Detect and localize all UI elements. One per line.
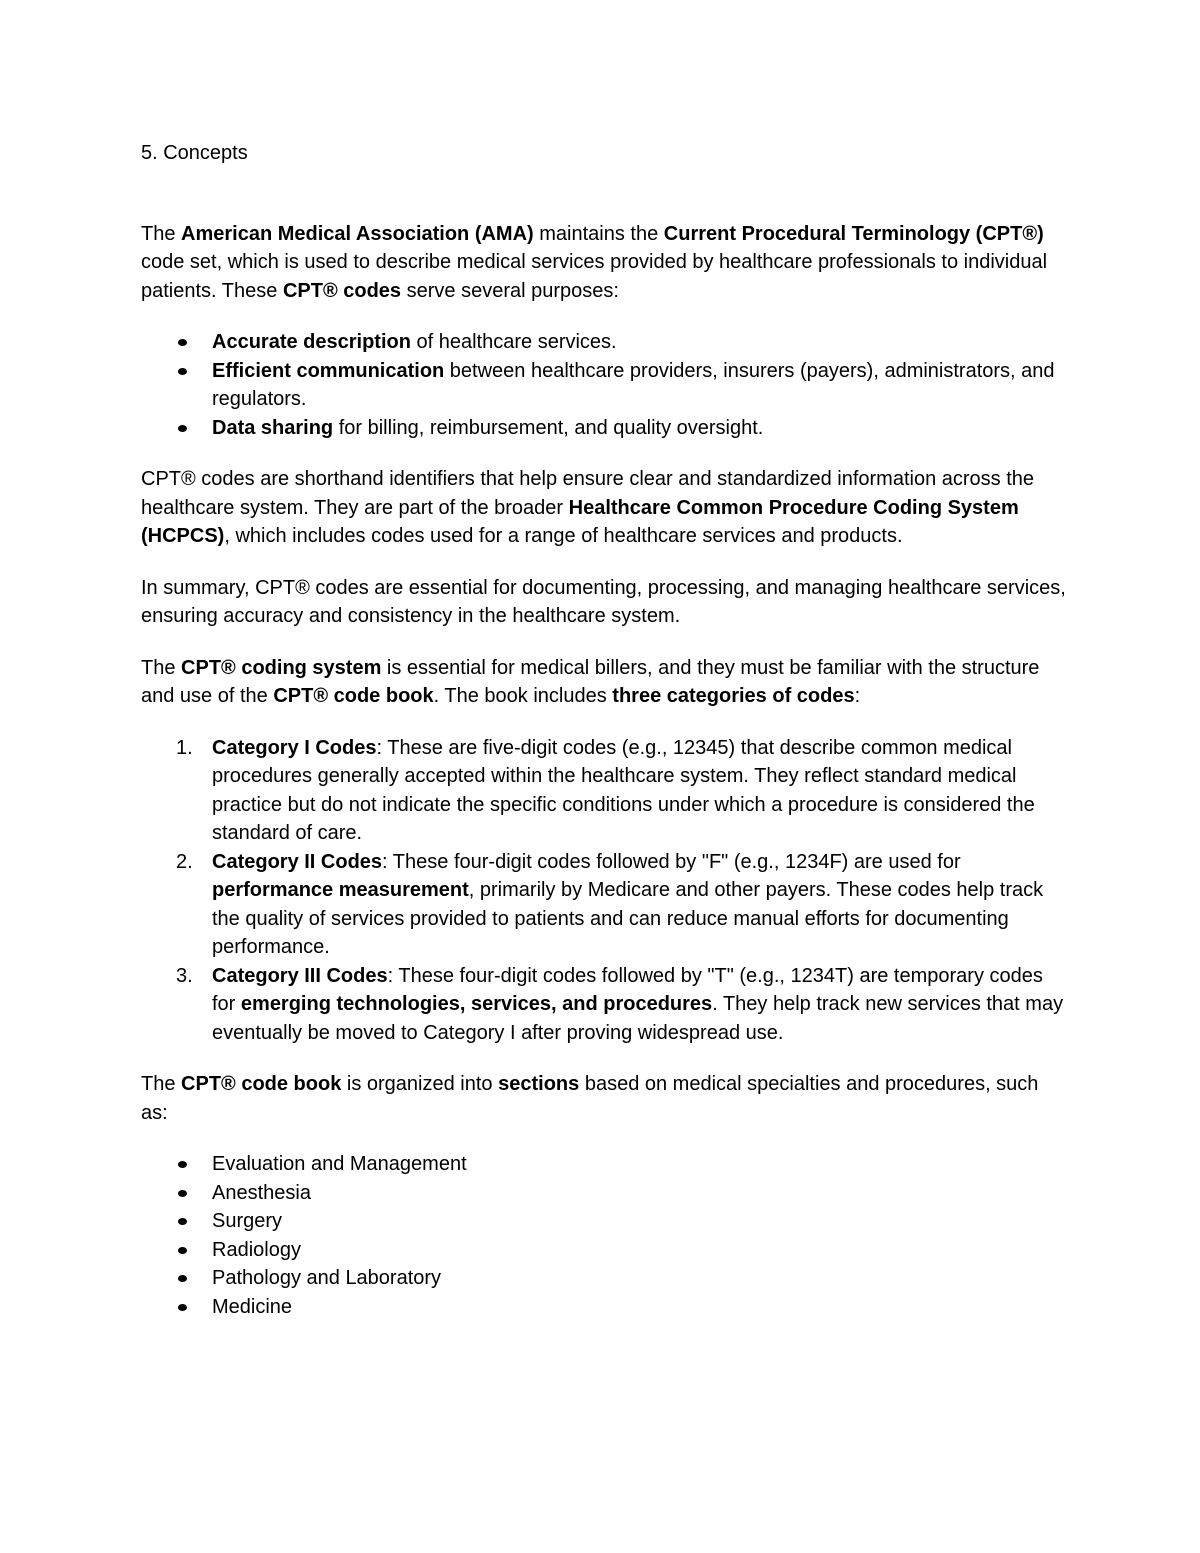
bold-term: Data sharing [212,416,334,439]
text-run: , primarily by Medicare and other payers. These codes help track the quality of services provided to patients and can reduce manual efforts for documenting performance. [212,879,1044,958]
text-run: CPT® codes are shorthand identifiers that help ensure clear and standardized information across the healthcare system. They are part of the broader [141,468,1035,519]
bold-term: American Medical Association (AMA) [181,222,534,245]
bold-term: Category II Codes [212,850,383,873]
text-run: between healthcare providers, insurers (payers), administrators, and regulators. [212,359,1055,410]
list-item: Radiology [141,1236,1066,1265]
sections-paragraph [141,1070,1066,1127]
list-item: Evaluation and Management [141,1150,1066,1179]
bold-term: sections [498,1073,580,1095]
bold-term: performance measurement [212,879,469,901]
list-item [141,848,1066,962]
bold-term: Current Procedural Terminology (CPT®) [663,222,1044,245]
text-run: The [141,656,182,679]
text-run: The [141,222,182,245]
bold-term: emerging technologies, services, and procedures [240,993,713,1015]
list-item: Pathology and Laboratory [141,1264,1066,1293]
bold-term: Category I Codes [212,736,377,759]
bold-term: CPT® code book [273,685,434,707]
text-run: serve several purposes: [401,279,619,302]
text-run: , which includes codes used for a range of healthcare services and products. [224,525,903,547]
bold-term: Healthcare Common Procedure Coding System (HCPCS) [141,496,1019,547]
bold-term: CPT® coding system [181,656,382,679]
text-run: is organized into [341,1073,499,1095]
list-number: 3. [176,964,193,987]
list-item [141,734,1066,848]
section-heading: 5. Concepts [141,142,248,164]
list-item [141,414,1066,443]
bold-term: Efficient communication [212,359,445,382]
list-item: Surgery [141,1207,1066,1236]
list-item [141,962,1066,1048]
intro-paragraph [141,220,1066,306]
text-run: code set, which is used to describe medical services provided by healthcare professionals to individual patients. These [141,251,1048,302]
text-run: : [854,685,861,707]
list-item [141,357,1066,414]
summary-paragraph: In summary, CPT® codes are essential for documenting, processing, and managing healthcare services, ensuring accuracy and consistency in the healthcare system. [141,576,1066,627]
text-run: maintains the [533,222,664,245]
bold-term: CPT® codes [282,279,402,302]
list-item: Anesthesia [141,1179,1066,1208]
list-number: 1. [176,736,193,759]
text-run: . They help track new services that may eventually be moved to Category I after proving widespread use. [212,993,1064,1044]
text-run: : These four-digit codes followed by "F" (e.g., 1234F) are used for [382,850,961,873]
text-run: of healthcare services. [410,331,617,353]
list-item [141,328,1066,357]
bold-term: Accurate description [212,331,411,353]
text-run: for billing, reimbursement, and quality oversight. [333,416,764,439]
bold-term: Category III Codes [212,964,388,987]
document-page [141,139,1066,1321]
coding-system-paragraph [141,654,1066,711]
text-run: is essential for medical billers, and they must be familiar with the structure and use of the [141,656,1040,707]
categories-list [141,734,1066,1048]
list-number: 2. [176,850,193,873]
sections-list [141,1150,1066,1321]
text-run: based on medical specialties and procedures, such as: [141,1073,1039,1124]
purposes-list [141,328,1066,442]
hcpcs-paragraph [141,465,1066,551]
text-run: : These are five-digit codes (e.g., 12345) that describe common medical procedures generally accepted within the healthcare system. They reflect standard medical practice but do not indicate the specific conditions under which a procedure is considered the standard of care. [212,736,1035,844]
text-run: . The book includes [433,685,613,707]
bold-term: CPT® code book [181,1073,342,1095]
text-run: : These four-digit codes followed by "T" (e.g., 1234T) are temporary codes for [212,964,1043,1015]
list-item: Medicine [141,1293,1066,1322]
bold-term: three categories of codes [612,685,855,707]
text-run: The [141,1073,182,1095]
